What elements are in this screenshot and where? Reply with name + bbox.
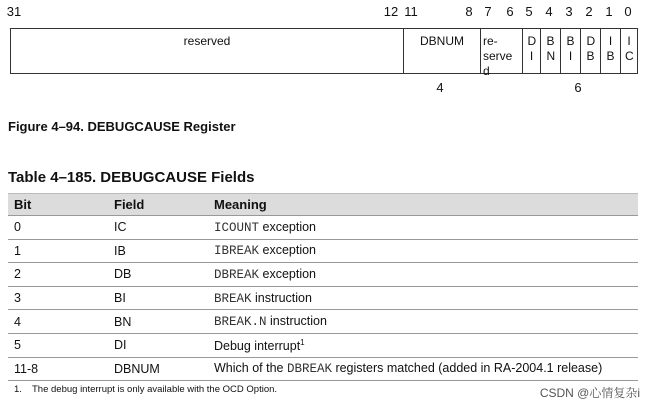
meaning-text: instruction: [251, 290, 312, 305]
cell-bit: 5: [8, 333, 108, 357]
field-ic: IC: [625, 34, 634, 63]
cell-field: DB: [108, 263, 208, 287]
cell-meaning: [208, 357, 638, 381]
cell-bit: 2: [8, 263, 108, 287]
field-bn: BN: [541, 29, 561, 73]
cell-bit: 11-8: [8, 357, 108, 381]
field-db: DB: [581, 29, 601, 73]
bit-number-5: 5: [525, 4, 533, 19]
meaning-text: registers matched (added in RA-2004.1 release): [331, 361, 603, 376]
cell-meaning: [208, 239, 638, 263]
table-row: [8, 263, 638, 287]
cell-field: IC: [108, 216, 208, 240]
header-field: Field: [108, 194, 208, 216]
table-row: [8, 286, 638, 310]
cell-meaning: [208, 310, 638, 334]
cell-field: BN: [108, 310, 208, 334]
field-reserved-short: re-served: [481, 29, 523, 73]
cell-field: DBNUM: [108, 357, 208, 381]
footnote-text: The debug interrupt is only available with the OCD Option.: [32, 384, 278, 396]
meaning-code: ICOUNT: [214, 220, 260, 235]
bit-number-31: 31: [6, 4, 22, 19]
bit-number-8: 8: [465, 4, 473, 19]
bit-number-11: 11: [404, 4, 418, 19]
table-caption: Table 4–185. DEBUGCAUSE Fields: [8, 169, 255, 186]
bits-width: 6: [574, 80, 582, 95]
cell-field: DI: [108, 333, 208, 357]
field-ib: IB: [601, 29, 621, 73]
meaning-text: exception: [259, 243, 316, 258]
bit-number-3: 3: [565, 4, 573, 19]
watermark: CSDN @心情复杂i: [539, 386, 640, 400]
bit-number-6: 6: [506, 4, 514, 19]
meaning-code: IBREAK: [214, 244, 260, 259]
meaning-code: BREAK.N: [214, 315, 267, 330]
fields-table: [8, 193, 638, 399]
cell-meaning: [208, 286, 638, 310]
header-bit: Bit: [8, 194, 108, 216]
cell-bit: 0: [8, 216, 108, 240]
table-row: [8, 357, 638, 381]
bit-number-4: 4: [545, 4, 553, 19]
meaning-text: instruction: [266, 314, 327, 329]
meaning-text: exception: [259, 266, 316, 281]
table-row: [8, 310, 638, 334]
cell-meaning: [208, 263, 638, 287]
cell-bit: 4: [8, 310, 108, 334]
footnote-number: 1.: [14, 384, 22, 396]
dbnum-width: 4: [436, 80, 444, 95]
cell-field: IB: [108, 239, 208, 263]
header-meaning: Meaning: [208, 194, 638, 216]
meaning-prefix: Which of the: [214, 361, 287, 376]
cell-bit: 3: [8, 286, 108, 310]
bit-number-2: 2: [585, 4, 593, 19]
bit-number-12: 12: [383, 4, 399, 19]
meaning-code: DBREAK: [214, 267, 260, 282]
bit-number-0: 0: [624, 4, 632, 19]
table-row: [8, 239, 638, 263]
bit-number-7: 7: [484, 4, 492, 19]
meaning-code: DBREAK: [286, 362, 332, 377]
cell-meaning: [208, 216, 638, 240]
cell-field: BI: [108, 286, 208, 310]
table-row: [8, 333, 638, 357]
meaning-text: exception: [259, 219, 316, 234]
footnote-ref: 1: [300, 337, 305, 347]
figure-caption: Figure 4–94. DEBUGCAUSE Register: [8, 119, 236, 134]
cell-meaning: [208, 333, 638, 357]
bit-number-1: 1: [605, 4, 613, 19]
table-row: [8, 216, 638, 240]
field-dbnum: DBNUM: [404, 29, 481, 73]
register-diagram: [10, 28, 638, 78]
field-di: DI: [523, 29, 541, 73]
table-header-row: [8, 194, 638, 216]
field-bi: BI: [561, 29, 581, 73]
field-reserved: reserved: [11, 29, 404, 73]
meaning-text: Debug interrupt: [214, 338, 301, 353]
meaning-code: BREAK: [214, 291, 252, 306]
cell-bit: 1: [8, 239, 108, 263]
